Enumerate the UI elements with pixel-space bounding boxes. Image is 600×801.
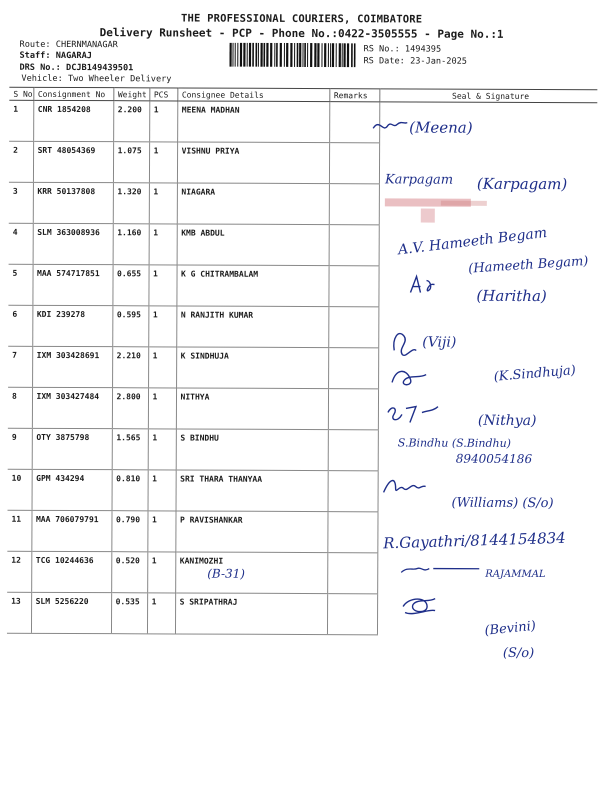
- consignee-cell: S BINDHU: [176, 429, 328, 471]
- barcode-bar: [270, 43, 272, 67]
- barcode-bar: [354, 43, 356, 67]
- pcs-cell: 1: [148, 265, 176, 306]
- pcs-cell: 1: [149, 142, 177, 183]
- sno-cell: 3: [9, 182, 33, 223]
- remarks-cell: [327, 553, 377, 594]
- rs-date-label: RS Date:: [363, 56, 405, 67]
- sno-cell: 13: [7, 592, 31, 633]
- seal-signature-cell: [378, 307, 596, 349]
- table-row: [8, 264, 596, 308]
- barcode-bar: [243, 43, 245, 67]
- sno-cell: 6: [8, 305, 32, 346]
- remarks-cell: [328, 430, 378, 471]
- barcode-bar: [274, 43, 275, 67]
- barcode-bar: [304, 43, 306, 67]
- remarks-cell: [329, 102, 379, 143]
- signature-row-5-text-b: (Haritha): [476, 286, 547, 306]
- signature-row-7-text-a: (Viji): [422, 334, 457, 351]
- sno-cell: 2: [9, 141, 33, 182]
- remarks-cell: [327, 512, 377, 553]
- seal-signature-cell: [378, 471, 596, 513]
- remarks-cell: [329, 225, 379, 266]
- table-row: [7, 592, 595, 636]
- seal-signature-cell: [378, 348, 596, 390]
- weight-cell: 0.520: [111, 552, 147, 593]
- consignment-cell: SLM 5256220: [31, 592, 111, 633]
- remarks-cell: [328, 266, 378, 307]
- sno-cell: 7: [8, 346, 32, 387]
- seal-signature-cell: [377, 553, 595, 595]
- signature-row-4-text: A.V. Hameeth Begam: [397, 224, 548, 259]
- barcode-bar: [302, 43, 303, 67]
- barcode-bar: [330, 43, 331, 67]
- signature-row-9-text-a: S.Bindhu (S.Bindhu): [397, 436, 511, 450]
- barcode-bar: [263, 43, 265, 67]
- signature-row-12-text: RAJAMMAL: [485, 568, 546, 581]
- table-row: [9, 100, 597, 144]
- barcode-bar: [321, 43, 322, 67]
- barcode-bar: [347, 43, 349, 67]
- consignee-cell: P RAVISHANKAR: [175, 511, 327, 553]
- consignment-cell: MAA 574717851: [32, 264, 112, 305]
- pcs-cell: 1: [147, 593, 175, 634]
- pcs-cell: 1: [148, 347, 176, 388]
- signature-row-2-text: (Karpagam): [476, 174, 568, 194]
- consignee-cell: K G CHITRAMBALAM: [176, 265, 328, 307]
- weight-cell: 2.800: [112, 388, 148, 429]
- barcode-bar: [307, 43, 308, 67]
- col-pcs: PCS: [149, 88, 177, 101]
- weight-cell: 1.320: [113, 183, 149, 224]
- consignee-cell: NIAGARA: [177, 183, 329, 225]
- consignment-cell: CNR 1854208: [33, 100, 113, 141]
- consignee-cell: K SINDHUJA: [176, 347, 328, 389]
- weight-cell: 1.075: [113, 142, 149, 183]
- route-line: [20, 40, 118, 50]
- seal-signature-cell: [377, 512, 595, 554]
- weight-cell: 0.655: [112, 265, 148, 306]
- weight-cell: 0.790: [111, 511, 147, 552]
- seal-signature-cell: [378, 430, 596, 472]
- consignment-cell: GPM 434294: [32, 469, 112, 510]
- remarks-cell: [328, 348, 378, 389]
- drs-line: [19, 63, 133, 73]
- consignee-cell: VISHNU PRIYA: [177, 142, 329, 184]
- consignment-cell: KRR 50137808: [33, 182, 113, 223]
- sno-cell: 11: [7, 510, 31, 551]
- signature-row-1-text: (Meena): [409, 118, 473, 137]
- vehicle-label: Vehicle:: [21, 73, 63, 84]
- barcode-bar: [280, 43, 282, 67]
- pcs-cell: 1: [148, 388, 176, 429]
- weight-cell: 2.210: [112, 347, 148, 388]
- barcode-bar: [266, 43, 268, 67]
- barcode-bar: [299, 43, 301, 67]
- consignee-cell: SRI THARA THANYAA: [176, 470, 328, 512]
- table-row: [8, 469, 596, 513]
- consignment-cell: IXM 303427484: [32, 387, 112, 428]
- barcode-bar: [317, 43, 319, 67]
- pcs-cell: 1: [149, 224, 177, 265]
- signature-row-13-text-a: (Bevini): [483, 618, 537, 639]
- consignee-cell: KANIMOZHI: [175, 552, 327, 594]
- barcode-bar: [249, 43, 251, 67]
- barcode-bar: [247, 43, 248, 67]
- barcode-bar: [342, 43, 343, 67]
- drs-label: DRS No.:: [19, 62, 61, 73]
- barcode-bar: [297, 43, 299, 67]
- col-consignee: Consignee Details: [177, 88, 329, 102]
- seal-signature-cell: [379, 143, 597, 188]
- sno-cell: 9: [8, 428, 32, 469]
- signature-row-8-text: (Nithya): [477, 412, 537, 430]
- consignment-cell: KDI 239278: [32, 305, 112, 346]
- barcode-bar: [328, 43, 329, 67]
- barcode-bar: [294, 43, 295, 67]
- barcode-bar: [232, 43, 233, 67]
- route-value: CHERNMANAGAR: [55, 39, 118, 51]
- barcode-bar: [310, 43, 312, 67]
- rs-date-value: 23-Jan-2025: [410, 56, 468, 67]
- remarks-cell: [329, 143, 379, 184]
- weight-cell: 1.565: [112, 429, 148, 470]
- consignee-cell: KMB ABDUL: [177, 224, 329, 266]
- consignment-cell: MAA 706079791: [31, 510, 111, 551]
- col-weight: Weight: [113, 88, 149, 101]
- rs-no-value: 1494395: [404, 44, 442, 55]
- consignee-cell: S SRIPATHRAJ: [175, 593, 327, 635]
- table-row: [9, 141, 597, 185]
- remarks-cell: [329, 184, 379, 225]
- sno-cell: 12: [7, 551, 31, 592]
- vehicle-value: Two Wheeler Delivery: [67, 73, 172, 85]
- seal-signature-cell: [378, 266, 596, 308]
- table-row: [8, 428, 596, 472]
- table-row: [7, 510, 595, 554]
- col-remarks: Remarks: [329, 89, 379, 102]
- seal-signature-cell: [377, 594, 595, 636]
- consignment-cell: TCG 10244636: [31, 551, 111, 592]
- barcode-bar: [336, 43, 337, 67]
- barcode-bar: [332, 43, 334, 67]
- table-row: [9, 223, 597, 267]
- consignee-cell: MEENA MADHAN: [177, 101, 329, 143]
- runsheet-title: Delivery Runsheet - PCP - Phone No.:0422-3505555 - Page No.:1: [99, 26, 504, 41]
- barcode-bar: [252, 43, 254, 67]
- barcode-bar: [314, 43, 316, 67]
- sno-cell: 10: [8, 469, 32, 510]
- consignment-cell: IXM 303428691: [32, 346, 112, 387]
- barcode-bar: [276, 43, 278, 67]
- consignee-cell: NITHYA: [176, 388, 328, 430]
- weight-cell: 0.810: [112, 470, 148, 511]
- signature-row-7-text-b: (K.Sindhuja): [493, 363, 577, 385]
- barcode-bar: [290, 43, 292, 67]
- consignment-cell: SRT 48054369: [33, 141, 113, 182]
- barcode-bar: [260, 43, 262, 67]
- table-row: [8, 346, 596, 390]
- company-name: THE PROFESSIONAL COURIERS, COIMBATORE: [180, 12, 423, 26]
- barcode-bar: [351, 43, 353, 67]
- remarks-cell: [328, 471, 378, 512]
- sno-cell: 1: [9, 100, 33, 141]
- weight-cell: 0.535: [111, 593, 147, 634]
- pcs-cell: 1: [149, 183, 177, 224]
- route-label: Route:: [19, 39, 51, 50]
- pcs-cell: 1: [149, 101, 177, 142]
- pcs-cell: 1: [148, 470, 176, 511]
- col-consignment: Consignment No: [33, 87, 113, 100]
- barcode-bar: [240, 43, 242, 67]
- pcs-cell: 1: [147, 552, 175, 593]
- staff-line: [19, 51, 91, 61]
- barcode-bar: [258, 43, 259, 67]
- row-12-handwritten-note: (B-31): [207, 566, 246, 581]
- staff-value: NAGARAJ: [55, 50, 92, 62]
- staff-label: Staff:: [19, 50, 51, 61]
- pcs-cell: 1: [148, 306, 176, 347]
- table-row: [7, 551, 595, 595]
- rs-no-line: [364, 44, 442, 54]
- signature-row-11-text: R.Gayathri/8144154834: [382, 528, 566, 553]
- barcode-bar: [237, 43, 238, 67]
- rs-date-line: [363, 56, 467, 66]
- signature-row-13-text-b: (S/o): [502, 645, 535, 662]
- barcode-bar: [255, 43, 257, 67]
- consignee-cell: N RANJITH KUMAR: [176, 306, 328, 348]
- barcode-bar: [235, 43, 236, 67]
- table-row: [8, 305, 596, 349]
- remarks-cell: [327, 594, 377, 635]
- remarks-cell: [328, 389, 378, 430]
- barcode-bar: [324, 43, 326, 67]
- seal-signature-cell: [379, 102, 597, 144]
- table-row: [9, 182, 597, 226]
- barcode-bar: [229, 43, 231, 67]
- weight-cell: 2.200: [113, 101, 149, 142]
- vehicle-line: [21, 74, 171, 85]
- seal-signature-cell: [379, 184, 597, 226]
- weight-cell: 1.160: [113, 224, 149, 265]
- barcode-bar: [284, 43, 285, 67]
- pcs-cell: 1: [148, 429, 176, 470]
- pcs-cell: 1: [147, 511, 175, 552]
- signature-row-2-name: Karpagam: [384, 172, 454, 188]
- consignment-cell: SLM 363008936: [33, 223, 113, 264]
- drs-value: DCJB149439501: [66, 62, 134, 74]
- sno-cell: 8: [8, 387, 32, 428]
- table-row: [8, 387, 596, 431]
- rs-no-label: RS No.:: [363, 44, 400, 55]
- col-sno: S No: [9, 87, 33, 100]
- seal-signature-cell: [379, 225, 597, 267]
- barcode-bar: [286, 43, 288, 67]
- barcode-bar: [343, 43, 345, 67]
- sno-cell: 5: [8, 264, 32, 305]
- signature-row-5-text-a: (Hameeth Begam): [467, 253, 589, 277]
- runsheet-table: [7, 87, 597, 637]
- signature-row-10-text: (Williams) (S/o): [451, 495, 554, 512]
- weight-cell: 0.595: [112, 306, 148, 347]
- barcode: [229, 43, 355, 68]
- barcode-bar: [339, 43, 341, 67]
- remarks-cell: [328, 307, 378, 348]
- sno-cell: 4: [9, 223, 33, 264]
- signature-row-9-text-b: 8940054186: [455, 451, 533, 467]
- col-seal-signature: Seal & Signature: [379, 89, 597, 103]
- seal-signature-cell: [378, 389, 596, 431]
- consignment-cell: OTY 3875798: [32, 428, 112, 469]
